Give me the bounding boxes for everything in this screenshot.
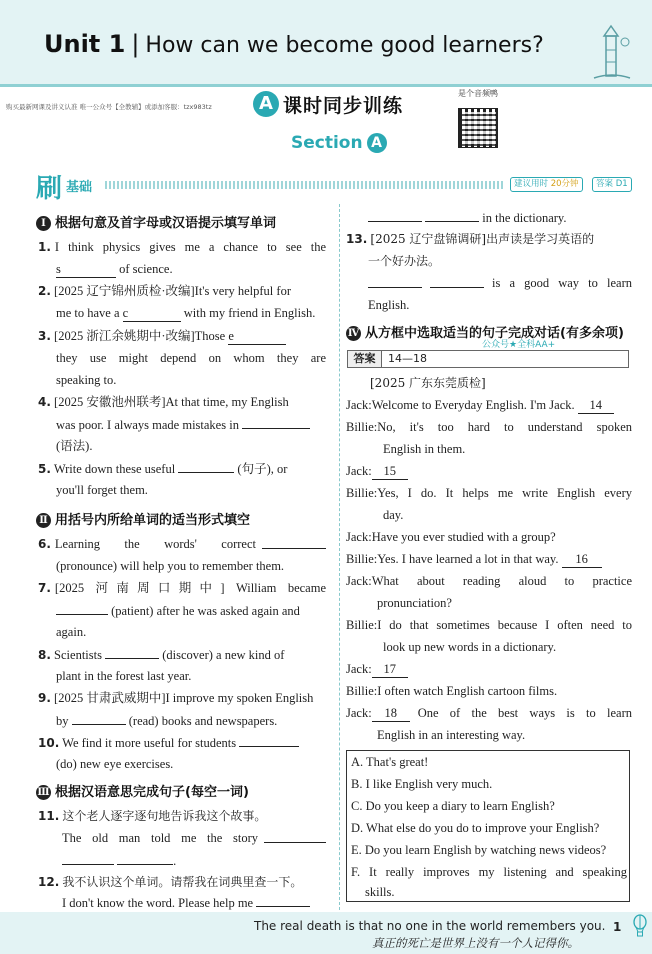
dialog-text: Yes. I have learned a lot in that way. [377,552,559,566]
blank-number: 14 [589,398,602,412]
q12-num: 12. [38,875,60,889]
q13-blank1[interactable] [368,276,422,288]
dialog-line-11b: English in an interesting way. [377,728,526,742]
roman-numeral: Ⅱ [36,513,51,528]
q1-line2 [56,262,173,278]
dialog-line-4 [346,486,632,501]
q1-text2: of science. [119,262,173,276]
footer-quote-en: The real death is that no one in the world remembers you. [254,919,606,933]
page-number: 1 [613,920,622,934]
q10-num: 10. [38,736,60,750]
q12-text: 我不认识这个单词。请帮我在词典里查一下。 [62,875,303,889]
dialog-line-10 [346,684,557,699]
unit-label: Unit 1 [44,30,126,58]
q11-num: 11. [38,809,60,823]
q8-line1 [38,647,284,663]
q1-blank[interactable] [56,262,116,278]
q13-line3 [368,276,632,291]
part1-title: 根据句意及首字母或汉语提示填写单词 [55,216,277,231]
section-heading [291,133,387,153]
q2-line1 [38,284,291,299]
q5-line1 [38,461,287,477]
q9-text3: (read) books and newspapers. [128,714,278,728]
footer-quote-cn: 真正的死亡是世界上没有一个人记得你。 [372,936,579,950]
q7-text2: (patient) after he was asked again and [111,604,300,618]
q7-blank[interactable] [56,603,108,615]
brush-badge: 刷 [36,174,63,204]
qr-pattern [462,112,496,146]
header-rule [0,84,652,87]
q7-text: [2025 河南周口期中] William became [54,581,326,595]
blank-14[interactable] [578,398,614,414]
lighthouse-icon [592,22,632,82]
dialog-line-3 [346,464,408,480]
part4-title: 从方框中选取适当的句子完成对话(有多余项) [365,326,624,341]
speaker-billie: Billie: [346,618,378,632]
q12-blank2[interactable] [368,210,422,222]
q10-blank[interactable] [239,735,299,747]
q9-text2: by [56,714,69,728]
speaker-jack: Jack: [346,574,372,588]
dotted-strip [105,181,505,189]
q11-line3: . [62,853,176,869]
dialog-source: [2025 广东东莞质检] [370,376,486,390]
dialog-text: Yes, I do. It helps me write English every [377,486,632,500]
q3-line2 [56,351,326,366]
q1-num: 1. [38,240,51,254]
speaker-jack: Jack: [346,662,372,676]
q2-text3: with my friend in English. [183,306,316,320]
purchase-note: 购买最新网课及讲义认准 唯一公众号【全教辅】或添加客服：tzx983tz [6,103,212,111]
speaker-jack: Jack: [346,530,372,544]
q12-blank1[interactable] [256,895,310,907]
speaker-jack: Jack: [346,706,372,720]
column-divider [339,204,340,910]
roman-numeral: Ⅳ [347,328,360,339]
q7-num: 7. [38,581,51,595]
watermark: 公众号★全科AA+ [482,340,556,350]
q11-blank2[interactable] [62,853,114,865]
q9-line2 [56,713,277,729]
part2-title: 用括号内所给单词的适当形式填空 [55,513,251,528]
blank-number: 16 [575,552,588,566]
qr-caption: 是个音频鸭 [458,89,498,98]
q12-line1 [38,875,302,890]
unit-title [44,30,544,58]
dialog-line-8b: look up new words in a dictionary. [383,640,557,654]
dialog-text: One of the best ways is to learn [417,706,632,720]
q3-line1 [38,329,286,345]
dialog-text: Welcome to Everyday English. I'm Jack. [371,398,575,412]
dialog-text: Have you ever studied with a group? [371,530,556,544]
blank-number: 15 [383,464,396,478]
q13-blank2[interactable] [430,276,484,288]
q1-text: I think physics gives me a chance to see the [54,240,326,254]
answer-page-tag [592,177,632,192]
q2-text2: me to have a [56,306,120,320]
q6-num: 6. [38,537,51,551]
q13-text2: is a good way to learn [492,276,632,290]
speaker-billie: Billie: [346,486,378,500]
q3-blank[interactable] [228,329,286,345]
dialog-text: I often watch English cartoon films. [377,684,558,698]
roman-numeral: Ⅰ [36,216,51,231]
banner-title: 课时同步训练 [283,95,404,117]
q13-num: 13. [346,232,368,246]
q6-text: Learning the words' correct [54,537,256,551]
option-b: B. I like English very much. [351,777,493,791]
blank-15[interactable] [372,464,408,480]
speaker-billie: Billie: [346,684,378,698]
q13-text: [2025 辽宁盘锦调研]出声读是学习英语的 [370,232,595,246]
q1-hint: s [56,262,61,276]
q7-line3: again. [56,625,87,639]
dialog-text: No, it's too hard to understand spoken [377,420,632,434]
q12-text2: I don't know the word. Please help me [62,896,254,910]
q8-text: Scientists [54,648,102,662]
dialog-line-7b: pronunciation? [377,596,452,610]
q5-line2: you'll forget them. [56,483,148,497]
q2-text: [2025 辽宁锦州质检·改编]It's very helpful for [54,284,291,298]
dialog-line-7 [346,574,632,589]
q4-num: 4. [38,395,51,409]
blank-18[interactable] [372,706,410,722]
q4-text: [2025 安徽池州联考]At that time, my English [54,395,289,409]
q2-blank[interactable] [123,306,181,322]
section-letter: A [367,133,387,153]
qr-code-icon[interactable] [458,108,498,148]
q11-line2 [62,831,326,846]
q2-hint: c [122,306,129,320]
q3-line3: speaking to. [56,373,117,387]
dialog-line-1 [346,398,614,414]
q5-blank[interactable] [178,461,234,473]
q5-text: Write down these useful [53,462,176,476]
q11-line1 [38,809,266,824]
option-e: E. Do you learn English by watching news videos? [351,843,607,857]
q3-num: 3. [38,329,51,343]
q4-blank[interactable] [242,417,310,429]
option-a: A. That's great! [351,755,429,769]
q4-text2: was poor. I always made mistakes in [56,418,239,432]
title-divider: | [131,30,140,58]
q9-num: 9. [38,691,51,705]
blank-16[interactable] [562,552,602,568]
answer-value: D1 [615,179,628,189]
q2-line2 [56,306,315,322]
lesson-banner [253,91,425,117]
dialog-line-11 [346,706,632,722]
q4-line3: (语法). [56,439,93,453]
q8-line2: plant in the forest last year. [56,669,192,683]
q13-line4: English. [368,298,410,312]
q10-line2: (do) new eye exercises. [56,757,174,771]
q2-num: 2. [38,284,51,298]
dialog-text: I do that sometimes because I often need to [377,618,632,632]
dialog-line-6 [346,552,602,568]
option-c: C. Do you keep a diary to learn English? [351,799,555,813]
q7-line1 [38,581,326,596]
q6-blank[interactable] [262,537,326,549]
suggested-time-tag [510,177,583,192]
q7-line2 [56,603,300,619]
answer-bar-key: 答案 [348,351,382,367]
basics-label: 基础 [66,180,93,195]
dialog-line-4b: day. [383,508,404,522]
q9-text: [2025 甘肃武威期中]I improve my spoken English [54,691,314,705]
q13-line2: 一个好办法。 [368,254,441,268]
q6-line1 [38,537,326,552]
unit-subtitle: How can we become good learners? [145,33,544,58]
q3-text: [2025 浙江余姚期中·改编]Those [54,329,226,343]
dialog-line-2b: English in them. [383,442,466,456]
section-label: Section [291,133,363,153]
speaker-billie: Billie: [346,420,378,434]
part3-heading [36,781,249,800]
q12-line3 [368,210,567,226]
blank-number: 17 [383,662,396,676]
blank-number: 18 [384,706,397,720]
part3-title: 根据汉语意思完成句子(每空一词) [55,785,249,800]
q13-line1 [346,232,594,247]
options-box [346,750,630,902]
part2-heading [36,509,250,528]
q4-line1 [38,395,289,410]
speaker-billie: Billie: [346,552,378,566]
q1-line1 [38,240,326,255]
answer-bar [347,350,629,368]
option-f-cont: skills. [365,885,395,899]
q5-num: 5. [38,462,51,476]
q4-line2 [56,417,310,433]
dialog-line-8 [346,618,632,633]
option-d: D. What else do you do to improve your English? [351,821,600,835]
banner-letter: A [253,91,279,117]
q11-text: 这个老人逐字逐句地告诉我这个故事。 [62,809,267,823]
time-value: 20分钟 [550,179,579,189]
answer-label: 答案 [596,179,614,189]
dialog-line-2 [346,420,632,435]
q9-line1 [38,691,313,706]
q8-text2: (discover) a new kind of [162,648,285,662]
q10-text: We find it more useful for students [62,736,237,750]
part1-heading [36,212,276,231]
q8-blank[interactable] [105,647,159,659]
speaker-jack: Jack: [346,398,372,412]
q11-blank1[interactable] [264,831,326,843]
option-f: F. It really improves my listening and speaking [351,865,627,879]
q3-hint: e [228,329,234,343]
dialog-text: What about reading aloud to practice [371,574,632,588]
balloon-icon [632,914,648,938]
q9-blank[interactable] [72,713,126,725]
q5-text2: (句子), or [237,462,288,476]
q12-blank3[interactable] [425,210,479,222]
q6-line2: (pronounce) will help you to remember them. [56,559,285,573]
blank-17[interactable] [372,662,408,678]
q11-text2: The old man told me the story [62,831,258,845]
time-label: 建议用时 [514,179,549,189]
q8-num: 8. [38,648,51,662]
roman-numeral: Ⅲ [37,787,50,798]
q12-line2 [62,895,310,911]
speaker-jack: Jack: [346,464,372,478]
answer-bar-range: 14—18 [388,352,427,365]
q12-text3: in the dictionary. [482,211,567,225]
dialog-line-5 [346,530,556,545]
q3-text2: they use might depend on whom they are [56,351,326,365]
dialog-line-9 [346,662,408,678]
q11-blank3[interactable] [117,853,173,865]
q10-line1 [38,735,299,751]
